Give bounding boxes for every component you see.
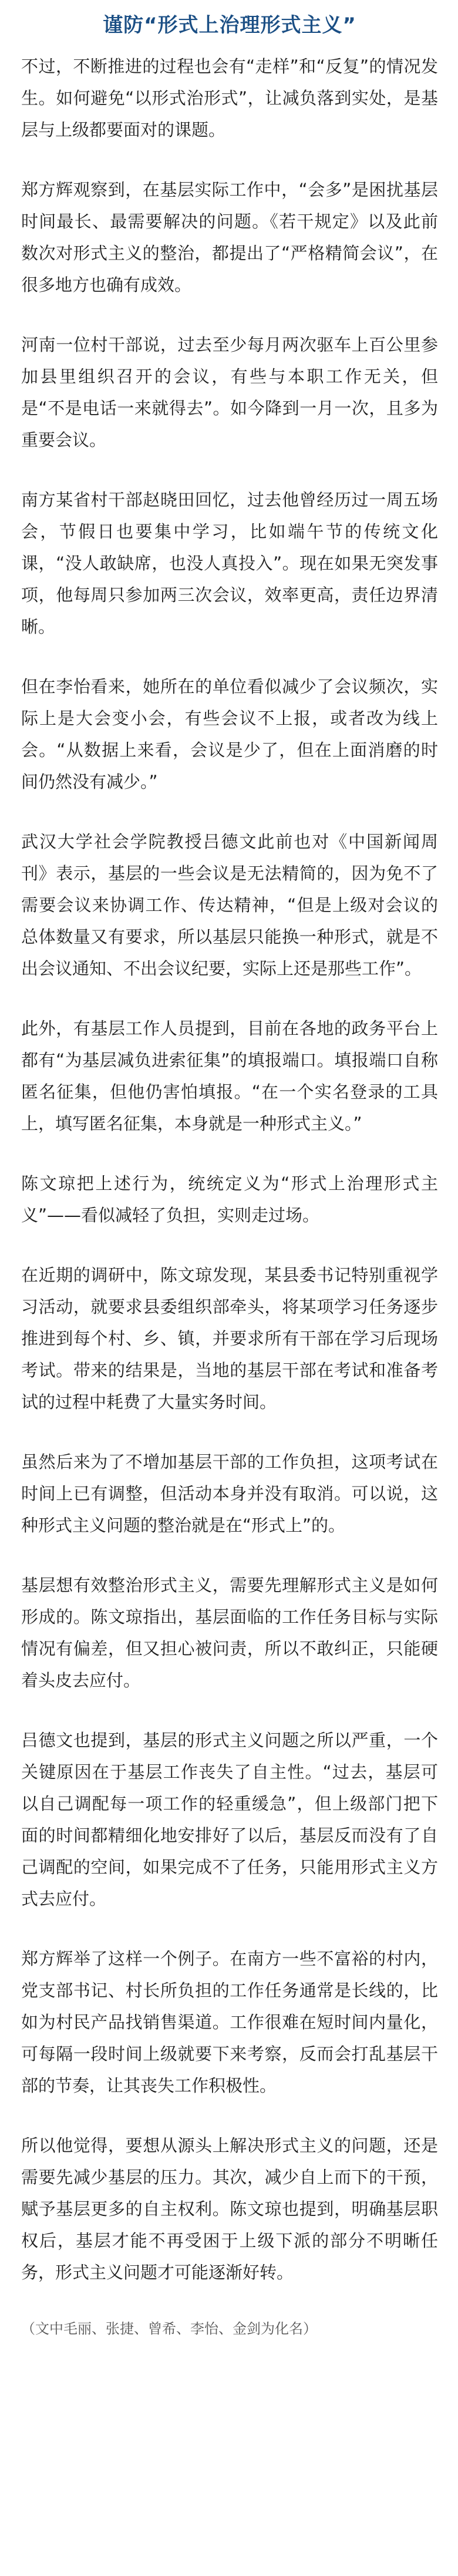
paragraph: 虽然后来为了不增加基层干部的工作负担，这项考试在时间上已有调整，但活动本身并没有取消。可以说，这种形式主义问题的整治就是在“形式上”的。 [21, 1452, 438, 1535]
paragraph: 在近期的调研中，陈文琼发现，某县委书记特别重视学习活动，就要求县委组织部牵头，将某项学习任务逐步推进到每个村、乡、镇，并要求所有干部在学习后现场考试。带来的结果是，当地的基层干部在考试和准备考试的过程中耗费了大量实务时间。 [21, 1265, 438, 1412]
paragraph: 吕德文也提到，基层的形式主义问题之所以严重，一个关键原因在于基层工作丧失了自主性。“过去，基层可以自己调配每一项工作的轻重缓急”，但上级部门把下面的时间都精细化地安排好了以后，基层反而没有了自己调配的空间，如果完成不了任务，只能用形式主义方式去应付。 [21, 1730, 438, 1909]
article-title: 谨防“形式上治理形式主义” [103, 14, 356, 37]
paragraph: 陈文琼把上述行为，统统定义为“形式上治理形式主义”——看似减轻了负担，实则走过场。 [21, 1173, 438, 1225]
paragraph: 但在李怡看来，她所在的单位看似减少了会议频次，实际上是大会变小会，有些会议不上报，或者改为线上会。“从数据上来看，会议是少了，但在上面消磨的时间仍然没有减少。” [21, 677, 438, 792]
paragraph: 南方某省村干部赵晓田回忆，过去他曾经历过一周五场会，节假日也要集中学习，比如端午节的传统文化课，“没人敢缺席，也没人真投入”。现在如果无突发事项，他每周只参加两三次会议，效率更高，责任边界清晰。 [21, 490, 438, 637]
paragraph: 所以他觉得，要想从源头上解决形式主义的问题，还是需要先减少基层的压力。其次，减少自上而下的干预，赋予基层更多的自主权利。陈文琼也提到，明确基层职权后，基层才能不再受困于上级下派的部分不明晰任务，形式主义问题才可能逐渐好转。 [21, 2136, 438, 2282]
paragraph: 河南一位村干部说，过去至少每月两次驱车上百公里参加县里组织召开的会议，有些与本职工作无关，但是“不是电话一来就得去”。如今降到一月一次，且多为重要会议。 [21, 335, 438, 450]
paragraph: 不过，不断推进的过程也会有“走样”和“反复”的情况发生。如何避免“以形式治形式”，让减负落到实处，是基层与上级都要面对的课题。 [21, 56, 438, 140]
credit-note: （文中毛丽、张捷、曾希、李怡、金剑为化名） [21, 2321, 317, 2337]
paragraph: 此外，有基层工作人员提到，目前在各地的政务平台上都有“为基层减负进索征集”的填报端口。填报端口自称匿名征集，但他仍害怕填报。“在一个实名登录的工具上，填写匿名征集，本身就是一种形式主义。” [21, 1018, 438, 1134]
paragraph: 武汉大学社会学院教授吕德文此前也对《中国新闻周刊》表示，基层的一些会议是无法精简的，因为免不了需要会议来协调工作、传达精神，“但是上级对会议的总体数量又有要求，所以基层只能换一种形式，就是不出会议通知、不出会议纪要，实际上还是那些工作”。 [21, 832, 438, 978]
paragraph: 基层想有效整治形式主义，需要先理解形式主义是如何形成的。陈文琼指出，基层面临的工作任务目标与实际情况有偏差，但又担心被问责，所以不敢纠正，只能硬着头皮去应付。 [21, 1575, 438, 1690]
paragraph: 郑方辉举了这样一个例子。在南方一些不富裕的村内，党支部书记、村长所负担的工作任务通常是长线的，比如为村民产品找销售渠道。工作很难在短时间内量化，可每隔一段时间上级就要下来考察，反而会打乱基层干部的节奏，让其丧失工作积极性。 [21, 1949, 438, 2096]
paragraph: 郑方辉观察到，在基层实际工作中，“会多”是困扰基层时间最长、最需要解决的问题。《若干规定》以及此前数次对形式主义的整治，都提出了“严格精简会议”，在很多地方也确有成效。 [21, 180, 438, 295]
